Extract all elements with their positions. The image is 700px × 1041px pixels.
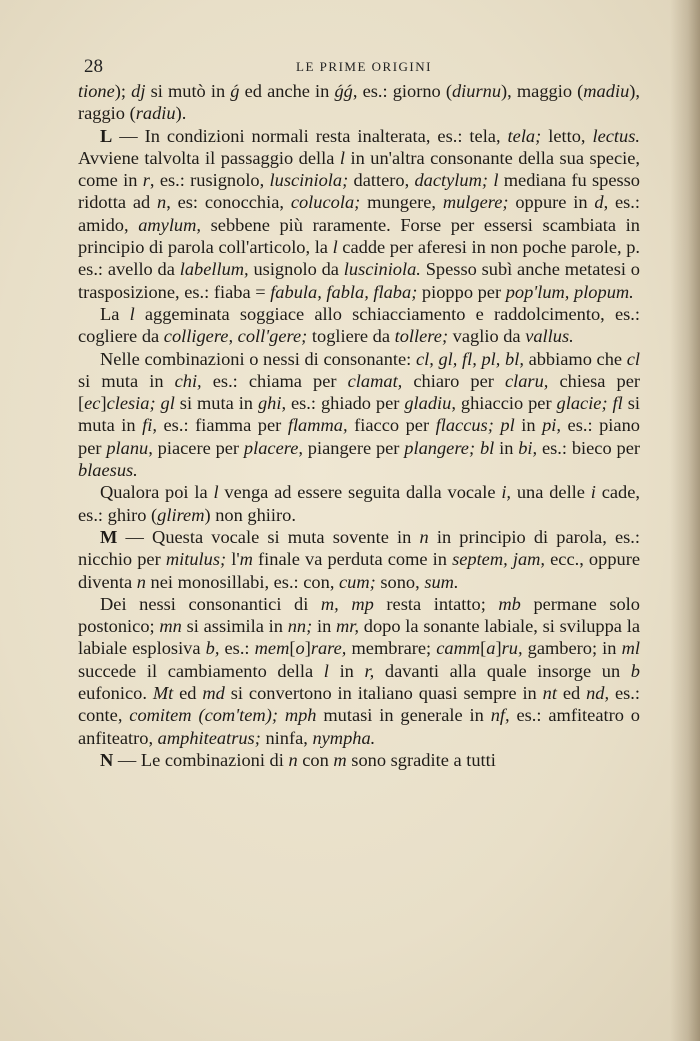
text-run: — Questa vocale si muta sovente in xyxy=(117,526,420,547)
text-run: resta intatto; xyxy=(373,593,499,614)
text-run: togliere da xyxy=(307,326,395,347)
text-run: in un'altra consonante della sua specie, come in xyxy=(78,147,640,191)
italic-run: dactylum; xyxy=(414,170,489,191)
text-run: [ xyxy=(289,638,296,659)
italic-run: mb xyxy=(498,593,521,614)
italic-run: m, mp xyxy=(320,593,374,614)
text-run: membrare; xyxy=(346,638,437,659)
text-run: es.: bieco per xyxy=(537,437,640,458)
text-run: si assimila in xyxy=(181,616,288,637)
italic-run: tione xyxy=(78,81,115,101)
italic-run: ec xyxy=(84,393,101,414)
italic-run: o xyxy=(295,638,305,659)
italic-run: fl xyxy=(612,393,623,414)
italic-run: mulgere; xyxy=(442,192,509,213)
italic-run: r xyxy=(142,170,150,191)
text-run: cadde per aferesi in non poche parole, p. es.: avello da xyxy=(78,237,640,280)
italic-run: n xyxy=(157,192,167,213)
italic-run: l xyxy=(493,170,499,191)
page-spine-shadow xyxy=(670,0,700,1041)
running-head xyxy=(84,56,644,80)
text-run xyxy=(278,705,285,725)
italic-run: chi, xyxy=(174,370,202,391)
italic-run: d xyxy=(594,192,604,213)
italic-run: b xyxy=(630,660,640,681)
text-run: sono, xyxy=(375,571,425,592)
italic-run: lectus. xyxy=(592,125,640,146)
text-run: si convertono in italiano quasi sempre in xyxy=(224,683,543,704)
text-run: con xyxy=(297,749,334,770)
page-number: 28 xyxy=(84,56,103,77)
text-run: in principio di parola, es.: nicchio per xyxy=(78,526,640,570)
italic-run: mn xyxy=(159,616,182,637)
italic-run: n xyxy=(419,526,429,547)
italic-run: blaesus. xyxy=(78,460,138,481)
italic-run: comitem (com'tem); xyxy=(129,705,278,726)
italic-run: cl xyxy=(626,348,640,369)
italic-run: lusciniola; xyxy=(269,170,349,191)
text-run: eufonico. xyxy=(78,683,153,704)
italic-run: gl xyxy=(160,393,175,414)
paragraph xyxy=(78,593,640,749)
text-run: ), raggio ( xyxy=(78,81,640,124)
italic-run: l xyxy=(332,237,338,258)
italic-run: ghi, xyxy=(257,393,287,414)
text-run: sebbene più raramente. Forse per essersi scambiata in principio di parola coll'articolo, la xyxy=(78,214,640,258)
italic-run: md xyxy=(202,683,225,704)
text-run: usignolo da xyxy=(248,259,344,280)
italic-run: diurnu xyxy=(451,81,502,101)
text-run: , es.: amido, xyxy=(78,192,640,235)
text-run: ed xyxy=(556,683,587,704)
text-run: pioppo per xyxy=(417,281,506,302)
text-run: succede il cambiamento della xyxy=(78,660,324,681)
italic-run: i, xyxy=(501,482,512,503)
italic-run: glacie; xyxy=(556,393,608,414)
text-run: ] xyxy=(100,393,107,414)
italic-run: Mt xyxy=(152,683,174,704)
text-run: La xyxy=(100,303,130,324)
italic-run: bl xyxy=(479,437,495,458)
text-run: es.: amfiteatro o anfiteatro, xyxy=(78,705,640,748)
italic-run: dj xyxy=(131,81,146,101)
text-run: piacere per xyxy=(152,437,244,458)
italic-run: i xyxy=(590,482,596,503)
text-run: in xyxy=(514,415,543,436)
text-run: l' xyxy=(226,549,240,570)
italic-run: m xyxy=(333,749,347,770)
text-run: si mutò in xyxy=(145,81,231,101)
text-run: oppure in xyxy=(508,192,595,213)
text-run: es.: fiamma per xyxy=(156,415,288,436)
section-letter: L xyxy=(100,125,113,146)
italic-run: mph xyxy=(284,705,317,726)
italic-run: glirem xyxy=(157,504,205,525)
section-letter: M xyxy=(100,526,118,547)
italic-run: ǵ xyxy=(230,81,240,101)
text-run: [ xyxy=(480,638,487,659)
text-run: abbiamo che xyxy=(523,348,627,369)
italic-run: clamat, xyxy=(347,370,403,391)
text-run: in xyxy=(312,616,337,637)
text-run: mungere, xyxy=(360,192,443,213)
italic-run: claru, xyxy=(504,370,549,391)
italic-run: mitulus; xyxy=(165,549,227,570)
text-run: mediana fu spesso ridotta ad xyxy=(78,170,640,213)
italic-run: pl xyxy=(500,415,515,436)
italic-run: l xyxy=(129,303,135,324)
text-run: aggeminata soggiace allo schiacciamento e raddolcimento, es.: cogliere da xyxy=(78,303,640,347)
italic-run: amylum, xyxy=(138,214,202,235)
text-run: davanti alla quale insorge un xyxy=(374,660,631,681)
italic-run: ml xyxy=(621,638,640,659)
italic-run: gladiu, xyxy=(404,393,456,414)
text-run: ). xyxy=(175,103,187,124)
italic-run: pi, xyxy=(542,415,561,436)
text-run: una delle xyxy=(511,482,591,503)
paragraph xyxy=(78,481,640,526)
text-run: gambero; in xyxy=(522,638,622,659)
text-run: in xyxy=(328,660,365,681)
italic-run: rare, xyxy=(310,638,347,659)
text-run: es.: chiama per xyxy=(201,370,348,391)
text-run: sono sgradite a tutti xyxy=(346,749,496,770)
paragraph xyxy=(78,526,640,593)
italic-run: planu, xyxy=(106,437,153,458)
text-run: venga ad essere seguita dalla vocale xyxy=(218,482,502,503)
text-run: ed anche in xyxy=(239,81,335,101)
italic-run: madiu xyxy=(583,81,630,101)
text-run: Dei nessi consonantici di xyxy=(100,593,321,614)
italic-run: sum. xyxy=(424,571,459,592)
italic-run: septem, jam, xyxy=(452,549,546,570)
text-run: si muta in xyxy=(78,393,640,436)
italic-run: nn; xyxy=(287,616,313,637)
italic-run: n xyxy=(288,749,298,770)
text-run: es.: xyxy=(219,638,255,659)
italic-run: placere, xyxy=(243,437,303,458)
italic-run: fi, xyxy=(142,415,157,436)
italic-run: bi, xyxy=(518,437,538,458)
italic-run: l xyxy=(213,482,219,503)
italic-run: cum; xyxy=(339,571,376,592)
text-run: , es.: giorno ( xyxy=(352,81,452,101)
italic-run: r, xyxy=(364,660,375,681)
text-run: in xyxy=(494,437,519,458)
text-run: vaglio da xyxy=(448,326,526,347)
text-run: ed xyxy=(173,683,203,704)
text-run: dopo la sonante labiale, si sviluppa la labiale esplosiva xyxy=(78,616,640,659)
text-run: cade, es.: ghiro ( xyxy=(78,482,641,525)
text-run: chiesa per [ xyxy=(78,370,640,414)
italic-run: nympha. xyxy=(312,727,376,748)
italic-run: mr, xyxy=(336,616,360,637)
italic-run: ru, xyxy=(501,638,523,659)
text-run: ghiaccio per xyxy=(455,393,557,414)
text-run: mutasi in generale in xyxy=(316,705,491,726)
text-run: chiaro per xyxy=(402,370,505,391)
text-run: ) non ghiiro. xyxy=(204,504,296,525)
italic-run: flaccus; xyxy=(435,415,494,436)
italic-run: a xyxy=(486,638,496,659)
italic-run: mem xyxy=(254,638,290,659)
text-run: Nelle combinazioni o nessi di consonante: xyxy=(100,348,416,369)
text-run: es.: ghiado per xyxy=(286,393,405,414)
text-run: ninfa, xyxy=(260,727,313,748)
italic-run: b, xyxy=(205,638,220,659)
text-run: Qualora poi la xyxy=(100,482,214,503)
text-run: ecc., oppure diventa xyxy=(78,549,640,592)
italic-run: plangere; xyxy=(404,437,476,458)
italic-run: radiu xyxy=(135,103,176,124)
italic-run: nd, xyxy=(586,683,610,704)
text-run: finale va perduta come in xyxy=(252,549,453,570)
italic-run: l xyxy=(323,660,329,681)
section-letter: N xyxy=(100,749,114,770)
text-run: dattero, xyxy=(348,170,415,191)
italic-run: camm xyxy=(436,638,481,659)
italic-run: tela; xyxy=(507,125,542,146)
italic-run: vallus. xyxy=(525,326,574,347)
text-run: — In condizioni normali resta inalterata, es.: tela, xyxy=(112,125,508,146)
text-run: es.: piano per xyxy=(78,415,640,458)
body-text xyxy=(78,80,640,771)
text-run: ), maggio ( xyxy=(501,81,584,101)
text-run: ] xyxy=(495,638,502,659)
text-run: fiacco per xyxy=(347,415,436,436)
text-run: si muta in xyxy=(174,393,258,414)
text-run: ); xyxy=(114,81,132,101)
italic-run: nt xyxy=(542,683,557,704)
italic-run: n xyxy=(136,571,146,592)
text-run: nei monosillabi, es.: con, xyxy=(145,571,340,592)
running-title: LE PRIME ORIGINI xyxy=(296,59,432,74)
text-run: , es: conocchia, xyxy=(166,192,291,213)
text-run: si muta in xyxy=(78,370,175,391)
italic-run: pop'lum, plopum. xyxy=(505,281,634,302)
text-run: permane solo postonico; xyxy=(78,593,640,637)
text-run: — Le combinazioni di xyxy=(113,749,289,770)
text-run: es.: conte, xyxy=(78,683,640,726)
text-run: Avviene talvolta il passaggio della xyxy=(78,147,340,168)
italic-run: colligere, coll'gere; xyxy=(163,326,308,347)
paragraph xyxy=(78,348,640,482)
italic-run: amphiteatrus; xyxy=(157,727,261,748)
text-run: , es.: rusignolo, xyxy=(149,170,270,191)
italic-run: ǵǵ xyxy=(334,81,353,101)
text-run: Spesso subì anche metatesi o trasposizione, es.: fiaba = xyxy=(78,259,640,302)
paragraph xyxy=(78,303,640,348)
italic-run: colucola; xyxy=(290,192,361,213)
paragraph xyxy=(78,125,640,303)
italic-run: clesia; xyxy=(106,393,156,414)
paragraph xyxy=(78,749,640,771)
italic-run: labellum, xyxy=(179,259,249,280)
paragraph xyxy=(78,80,640,125)
text-run: piangere per xyxy=(302,437,405,458)
italic-run: nf, xyxy=(490,705,510,726)
italic-run: fabula, fabla, flaba; xyxy=(270,281,418,302)
italic-run: l xyxy=(339,147,346,168)
italic-run: m xyxy=(239,549,253,570)
text-run: letto, xyxy=(541,125,593,146)
italic-run: cl, gl, fl, pl, bl, xyxy=(415,348,524,369)
italic-run: flamma, xyxy=(287,415,348,436)
italic-run: lusciniola. xyxy=(343,259,421,280)
text-run: ] xyxy=(304,638,311,659)
italic-run: tollere; xyxy=(394,326,449,347)
